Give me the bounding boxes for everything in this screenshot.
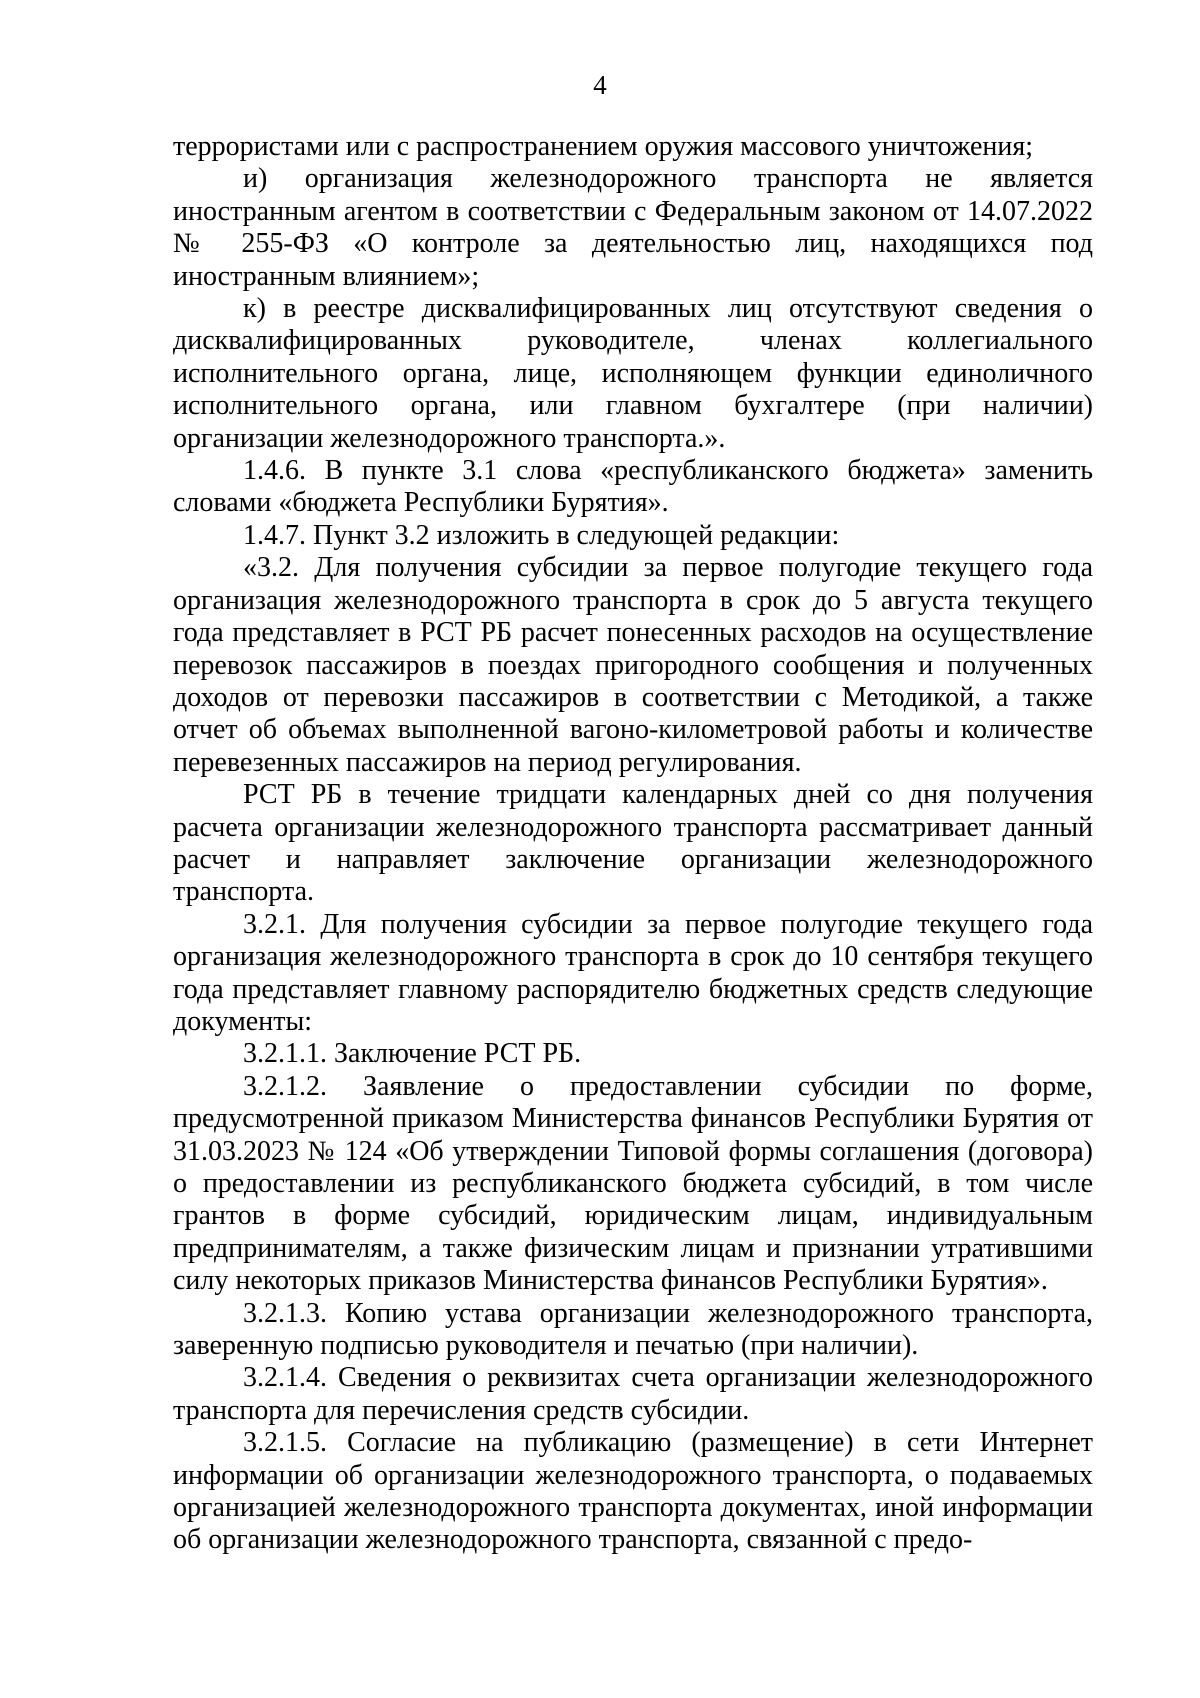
paragraph-3-2-1-5: 3.2.1.5. Согласие на публикацию (размещение) в сети Интернет информации об организации железнодорожного транспорта, о подаваемых организацией железнодорожного транспорта документах, иной информации об организации железнодорожного транспорта, связанной с предо- — [173, 1427, 1093, 1556]
paragraph-item-k: к) в реестре дисквалифицированных лиц отсутствуют сведения о дисквалифицированных руководителе, членах коллегиального исполнительного органа, лице, исполняющем функции единоличного исполнительного органа, или главном бухгалтере (при наличии) организации железнодорожного транспорта.». — [173, 293, 1093, 454]
paragraph-1-4-7: 1.4.7. Пункт 3.2 изложить в следующей редакции: — [243, 519, 840, 551]
paragraph-3-2-1-3: 3.2.1.3. Копию устава организации железнодорожного транспорта, заверенную подписью руководителя и печатью (при наличии). — [173, 1297, 1093, 1362]
paragraph-3-2-1-2: 3.2.1.2. Заявление о предоставлении субсидии по форме, предусмотренной приказом Министерства финансов Республики Бурятия от 31.03.2023 № 124 «Об утверждении Типовой формы соглашения (договора) о предоставлении из республиканского бюджета субсидий, в том числе грантов в форме субсидий, юридическим лицам, индивидуальным предпринимателям, а также физическим лицам и признании утратившими силу некоторых приказов Министерства финансов Республики Бурятия». — [173, 1070, 1093, 1297]
paragraph-item-i: и) организация железнодорожного транспорта не является иностранным агентом в соответствии с Федеральным законом от 14.07.2022 № 255-ФЗ «О контроле за деятельностью лиц, находящихся под иностранным влиянием»; — [173, 163, 1093, 292]
paragraph-1-4-6: 1.4.6. В пункте 3.1 слова «республиканского бюджета» заменить словами «бюджета Республики Бурятия». — [173, 455, 1093, 519]
page-number: 4 — [593, 70, 607, 100]
paragraph-3-2-1: 3.2.1. Для получения субсидии за первое полугодие текущего года организация железнодорожного транспорта в срок до 10 сентября текущего года представляет главному распорядителю бюджетных средств следующие документы: — [173, 908, 1093, 1037]
paragraph-continuation: террористами или с распространением оружия массового уничтожения; — [173, 131, 1034, 162]
paragraph-rst-rb: РСТ РБ в течение тридцати календарных дней со дня получения расчета организации железнодорожного транспорта рассматривает данный расчет и направляет заключение организации железнодорожного транспорта. — [173, 779, 1093, 908]
paragraph-3-2: «3.2. Для получения субсидии за первое полугодие текущего года организация железнодорожного транспорта в срок до 5 августа текущего года представляет в РСТ РБ расчет понесенных расходов на осуществление перевозок пассажиров в поездах пригородного сообщения и полученных доходов от перевозки пассажиров в соответствии с Методикой, а также отчет об объемах выполненной вагоно-километровой работы и количестве перевезенных пассажиров на период регулирования. — [173, 552, 1093, 778]
document-body — [173, 131, 1093, 1557]
paragraph-3-2-1-4: 3.2.1.4. Сведения о реквизитах счета организации железнодорожного транспорта для перечисления средств субсидии. — [173, 1362, 1093, 1426]
paragraph-3-2-1-1: 3.2.1.1. Заключение РСТ РБ. — [243, 1038, 582, 1070]
